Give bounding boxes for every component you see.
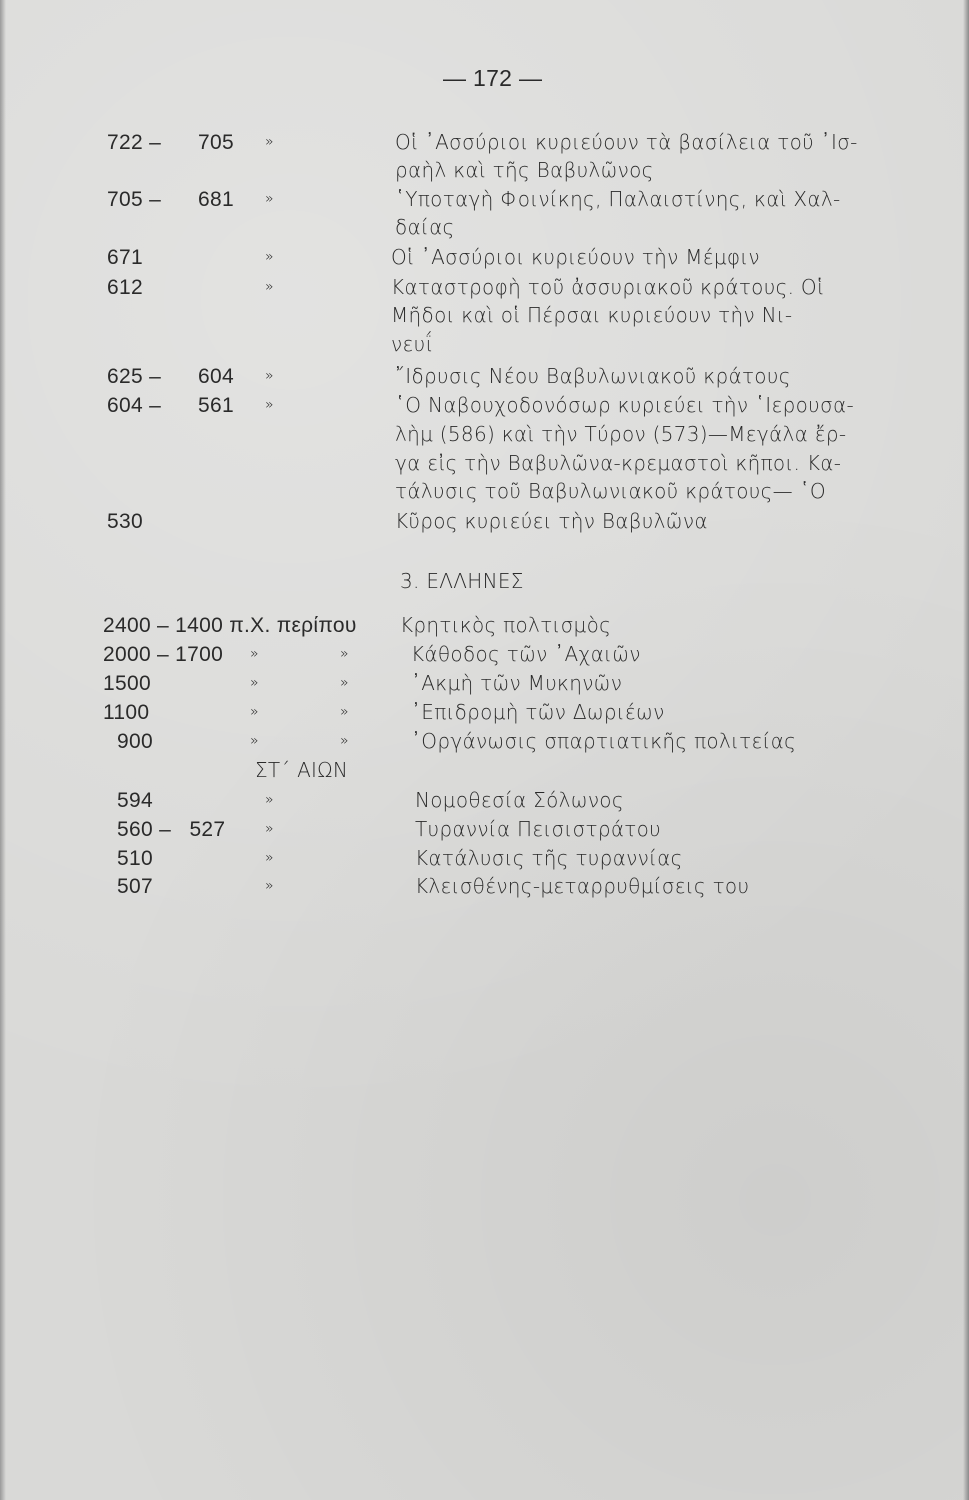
page-edge-right: [963, 0, 969, 1500]
page-edge-left: [0, 0, 6, 1500]
event-text: Κατάλυσις τῆς τυραννίας: [415, 846, 683, 870]
date-start: 722 –: [107, 131, 162, 154]
event-text: ραὴλ καὶ τῆς Βαβυλῶνος: [395, 158, 654, 182]
event-text: νευΐ: [391, 332, 434, 356]
ditto-mark: »: [340, 704, 349, 720]
date-range: 2400 – 1400 π.Χ. περίπου: [103, 614, 357, 637]
event-text: Κάθοδος τῶν ᾿Αχαιῶν: [411, 642, 641, 666]
event-text: Τυραννία Πεισιστράτου: [415, 817, 662, 841]
ditto-mark: »: [265, 792, 274, 808]
date-start: 530: [107, 510, 143, 533]
ditto-mark: »: [340, 646, 349, 662]
ditto-mark: »: [340, 675, 349, 691]
date-range: 2000 – 1700: [103, 643, 224, 666]
ditto-mark: »: [265, 821, 274, 837]
ditto-mark: »: [265, 397, 274, 413]
event-text: ῎Ιδρυσις Νέου Βαβυλωνιακοῦ κράτους: [395, 364, 791, 388]
ditto-mark: »: [250, 733, 259, 749]
ditto-mark: »: [265, 368, 274, 384]
date-range: 1500: [103, 672, 151, 695]
event-text: Κλεισθένης-μεταρρυθμίσεις του: [415, 874, 750, 898]
section-heading: 3. ΕΛΛΗΝΕΣ: [400, 569, 524, 593]
date-start: 671: [107, 246, 143, 269]
ditto-mark: »: [265, 878, 274, 894]
event-text: Κῦρος κυριεύει τὴν Βαβυλῶνα: [395, 509, 708, 533]
event-text: Κρητικὸς πολτισμὸς: [400, 613, 612, 637]
date-range: 560 – 527: [117, 818, 226, 841]
event-text: ῾Ο Ναβουχοδονόσωρ κυριεύει τὴν ῾Ιερουσα-: [395, 393, 854, 417]
event-text: γα εἰς τὴν Βαβυλῶνα-κρεμαστοὶ κῆποι. Κα-: [395, 451, 842, 475]
event-text: Νομοθεσία Σόλωνος: [415, 788, 624, 812]
ditto-mark: »: [265, 191, 274, 207]
ditto-mark: »: [340, 733, 349, 749]
ditto-mark: »: [250, 675, 259, 691]
event-text: Καταστροφὴ τοῦ ἀσσυριακοῦ κράτους. Οἱ: [391, 275, 825, 299]
ditto-mark: »: [250, 704, 259, 720]
date-start: 604 –: [107, 394, 162, 417]
date-end: 561: [198, 394, 234, 417]
date-range: 900: [117, 730, 153, 753]
ditto-mark: »: [265, 249, 274, 265]
ditto-mark: »: [265, 134, 274, 150]
page-number: — 172 —: [443, 65, 543, 91]
date-end: 681: [198, 188, 234, 211]
date-start: 625 –: [107, 365, 162, 388]
date-range: 594: [117, 789, 153, 812]
event-text: λὴμ (586) καὶ τὴν Τύρον (573)—Μεγάλα ἔρ-: [395, 422, 847, 446]
ditto-mark: »: [250, 646, 259, 662]
event-text: δαίας: [395, 215, 455, 239]
date-range: 510: [117, 847, 153, 870]
date-start: 612: [107, 276, 143, 299]
event-text: Οἱ ᾿Ασσύριοι κυριεύουν τὴν Μέμφιν: [391, 245, 760, 269]
date-start: 705 –: [107, 188, 162, 211]
event-text: τάλυσις τοῦ Βαβυλωνιακοῦ κράτους— ῾Ο: [395, 479, 826, 503]
event-text: Οἱ ᾿Ασσύριοι κυριεύουν τὰ βασίλεια τοῦ ᾿Ισ-: [395, 130, 858, 154]
date-range: 1100: [103, 701, 150, 724]
date-end: 604: [198, 365, 234, 388]
century-heading: ΣΤ΄ ΑΙΩΝ: [255, 758, 349, 782]
date-end: 705: [198, 131, 234, 154]
event-text: ᾿Οργάνωσις σπαρτιατικῆς πολιτείας: [411, 729, 797, 753]
event-text: ᾿Επιδρομὴ τῶν Δωριέων: [411, 700, 665, 724]
event-text: ῾Υποταγὴ Φοινίκης, Παλαιστίνης, καὶ Χαλ-: [395, 187, 841, 211]
event-text: ᾿Ακμὴ τῶν Μυκηνῶν: [411, 671, 623, 695]
date-range: 507: [117, 875, 153, 898]
event-text: Μῆδοι καὶ οἱ Πέρσαι κυριεύουν τὴν Νι-: [391, 303, 793, 327]
ditto-mark: »: [265, 850, 274, 866]
ditto-mark: »: [265, 279, 274, 295]
